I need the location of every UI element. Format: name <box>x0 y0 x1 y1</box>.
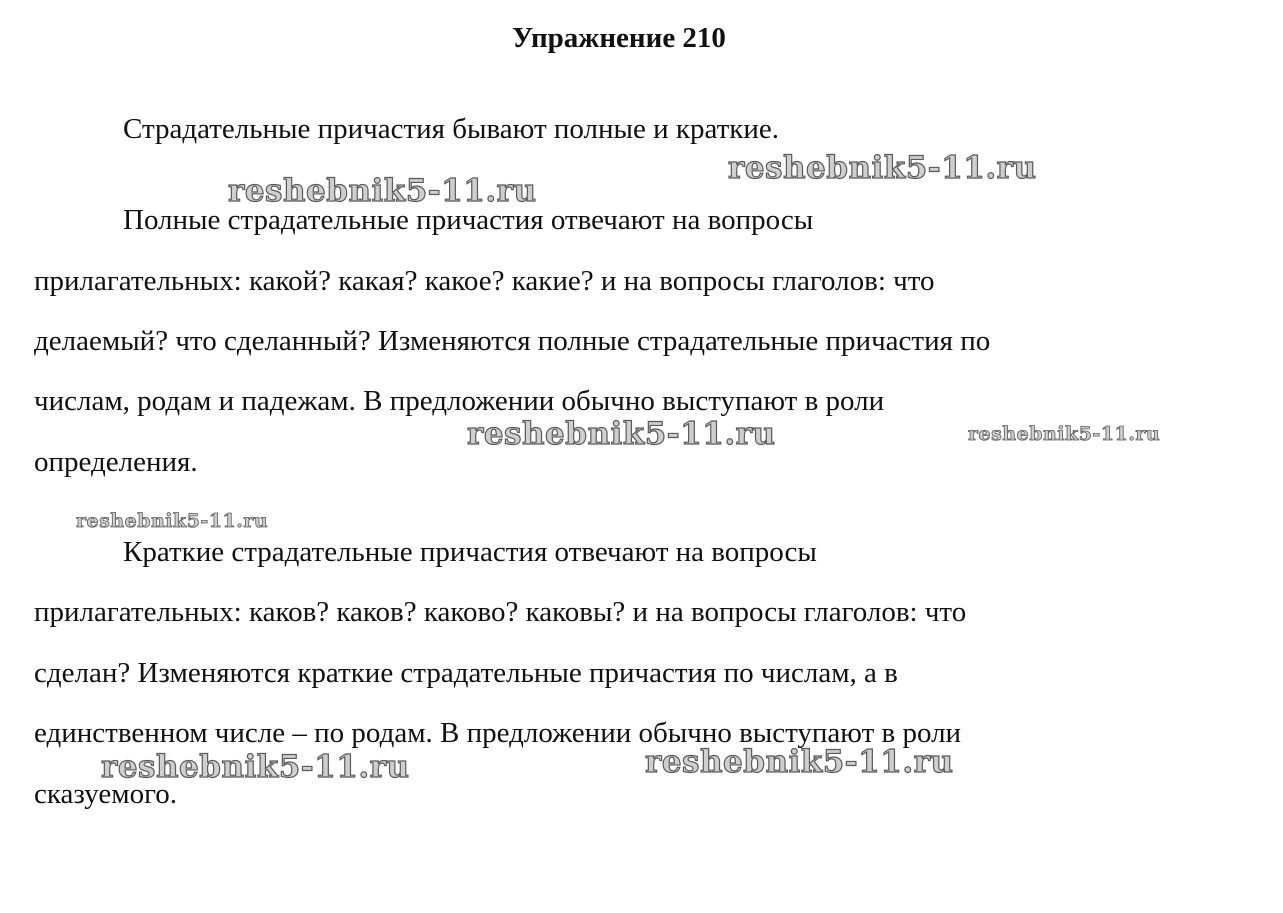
paragraph-2-line-5: определения. <box>34 446 198 478</box>
paragraph-3-line-2: прилагательных: каков? каков? каково? каковы? и на вопросы глаголов: что <box>34 596 967 628</box>
exercise-title: Упражнение 210 <box>512 22 726 54</box>
paragraph-3-line-1: Краткие страдательные причастия отвечают на вопросы <box>123 536 817 568</box>
paragraph-2-line-1: Полные страдательные причастия отвечают на вопросы <box>123 204 814 236</box>
paragraph-3-line-4: единственном числе – по родам. В предложении обычно выступают в роли <box>34 717 962 749</box>
paragraph-1-line-1: Страдательные причастия бывают полные и краткие. <box>123 113 779 145</box>
paragraph-2-line-4: числам, родам и падежам. В предложении обычно выступают в роли <box>34 385 885 417</box>
watermark: reshebnik5-11.ru <box>728 150 1037 186</box>
paragraph-3-line-5: сказуемого. <box>34 778 178 810</box>
watermark: reshebnik5-11.ru <box>76 510 269 532</box>
watermark: reshebnik5-11.ru <box>228 173 537 209</box>
paragraph-2-line-3: делаемый? что сделанный? Изменяются полные страдательные причастия по <box>34 325 991 357</box>
watermark: reshebnik5-11.ru <box>467 416 776 452</box>
watermark: reshebnik5-11.ru <box>968 423 1161 445</box>
watermark: reshebnik5-11.ru <box>645 744 954 780</box>
paragraph-3-line-3: сделан? Изменяются краткие страдательные причастия по числам, а в <box>34 657 898 689</box>
watermark: reshebnik5-11.ru <box>101 749 410 785</box>
paragraph-2-line-2: прилагательных: какой? какая? какое? какие? и на вопросы глаголов: что <box>34 265 935 297</box>
